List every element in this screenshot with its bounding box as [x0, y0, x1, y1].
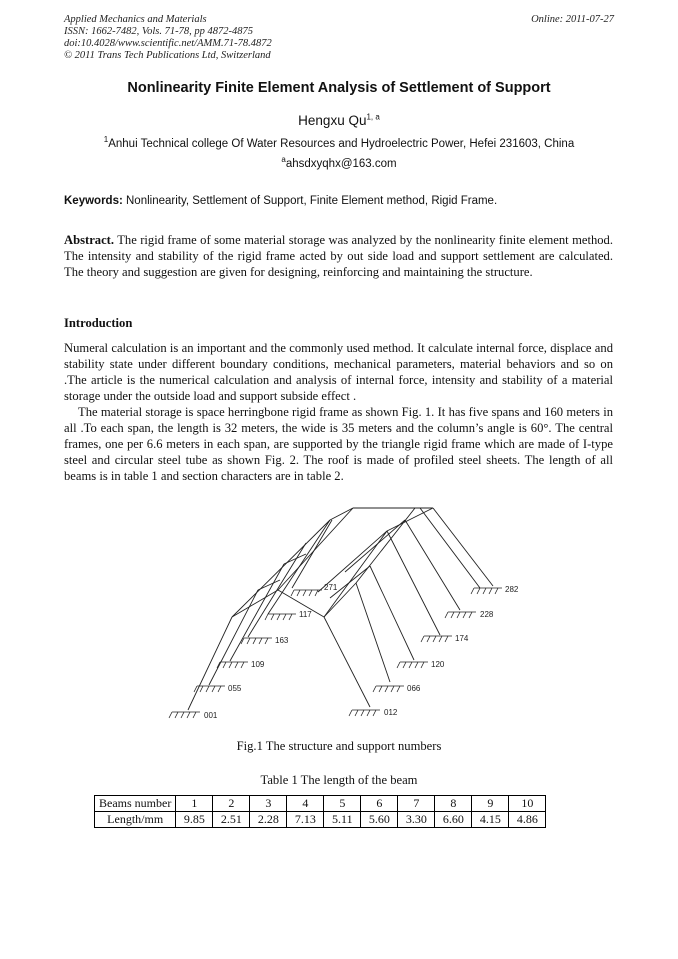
abstract-label: Abstract. [64, 233, 115, 247]
table-cell: 1 [176, 796, 213, 812]
table-cell: 2 [213, 796, 250, 812]
abstract-text: The rigid frame of some material storage was analyzed by the nonlinearity finite element method. The intensity and stability of the rigid frame acted by out side load and support settlement are calculated. The theory and suggestion are given for designing, reinforcing and maintaining the structure. [64, 233, 613, 279]
affiliation-text: Anhui Technical college Of Water Resources and Hydroelectric Power, Hefei 231603, China [108, 138, 575, 150]
table-caption: Table 1 The length of the beam [260, 773, 418, 787]
table-cell: 2.51 [213, 812, 250, 828]
table-cell: 9 [472, 796, 509, 812]
figure-caption: Fig.1 The structure and support numbers [236, 739, 442, 753]
table-row [95, 812, 546, 828]
table-cell: 4 [287, 796, 324, 812]
keywords-label: Keywords: [64, 195, 123, 207]
online-date: Online: 2011-07-27 [531, 14, 614, 25]
support-label: 228 [480, 610, 494, 619]
support-label: 117 [299, 610, 312, 619]
support-label: 271 [324, 583, 338, 592]
table-cell: 7.13 [287, 812, 324, 828]
table-cell: 5 [324, 796, 361, 812]
email-text: ahsdxyqhx@163.com [285, 158, 397, 170]
support-hatches [169, 588, 502, 718]
table-cell: 5.11 [324, 812, 361, 828]
doi-line: doi:10.4028/www.scientific.net/AMM.71-78.4872 [64, 38, 272, 49]
intro-paragraph-1: Numeral calculation is an important and the commonly used method. It calculate internal force, displace and stability state under different boundary conditions, mechanical parameters, material behaviors and so on .The article is the numerical calculation and analysis of internal force, intensity and stability of a material storage under the outside load and support subside effect . [64, 341, 613, 403]
paper-title: Nonlinearity Finite Element Analysis of Settlement of Support [127, 80, 551, 96]
table-cell: 6.60 [435, 812, 472, 828]
table-header-cell: Beams number [95, 796, 176, 812]
support-label: 174 [455, 634, 469, 643]
issn-line: ISSN: 1662-7482, Vols. 71-78, pp 4872-4875 [64, 26, 253, 37]
table-cell: 7 [398, 796, 435, 812]
beam-length-table [94, 795, 546, 828]
table-cell: 2.28 [250, 812, 287, 828]
table-row [95, 796, 546, 812]
table-cell: 3.30 [398, 812, 435, 828]
table-cell: 5.60 [361, 812, 398, 828]
section-heading-introduction: Introduction [64, 316, 133, 330]
support-label: 163 [275, 636, 289, 645]
table-cell: 3 [250, 796, 287, 812]
frame-lines [188, 508, 493, 710]
email-sup: a [281, 155, 286, 165]
table-cell: 8 [435, 796, 472, 812]
support-label: 282 [505, 585, 519, 594]
author-sup: 1, a [366, 112, 380, 122]
journal-name: Applied Mechanics and Materials [64, 14, 207, 25]
table-header-cell: Length/mm [95, 812, 176, 828]
table-cell: 9.85 [176, 812, 213, 828]
table-cell: 4.86 [509, 812, 546, 828]
affiliation-sup: 1 [103, 135, 109, 145]
copyright-line: © 2011 Trans Tech Publications Ltd, Switzerland [64, 50, 271, 61]
keywords-text: Nonlinearity, Settlement of Support, Finite Element method, Rigid Frame. [122, 195, 498, 207]
support-label: 066 [407, 684, 421, 693]
support-label: 109 [251, 660, 265, 669]
beam-table-wrap [94, 795, 546, 828]
table-cell: 6 [361, 796, 398, 812]
support-label: 120 [431, 660, 445, 669]
intro-paragraph-2: The material storage is space herringbone rigid frame as shown Fig. 1. It has five spans and 160 meters in all .To each span, the length is 32 meters, the wide is 35 meters and the column’s angle is 60°. The central frames, one per 6.6 meters in each span, are supported by the triangle rigid frame which are made of I-type steel and circular steel tube as shown Fig. 2. The roof is made of profiled steel sheets. The length of all beams is in table 1 and section characters are in table 2. [64, 405, 613, 483]
support-label: 001 [204, 711, 218, 720]
table-cell: 10 [509, 796, 546, 812]
table-cell: 4.15 [472, 812, 509, 828]
support-label: 055 [228, 684, 242, 693]
author-name: Hengxu Qu [298, 113, 367, 128]
support-label: 012 [384, 708, 398, 717]
